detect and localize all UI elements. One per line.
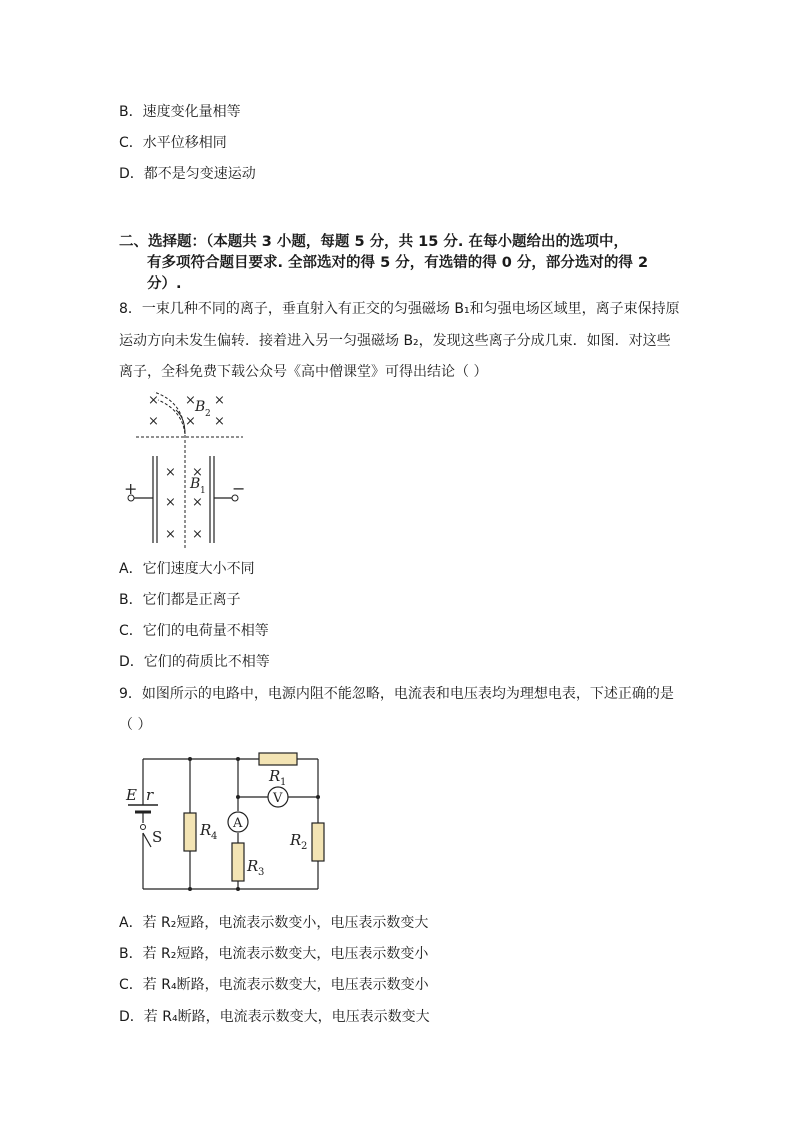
svg-text:×: × bbox=[185, 414, 196, 429]
r4-label: R bbox=[200, 821, 212, 839]
q8-option-b: B．它们都是正离子 bbox=[119, 592, 241, 608]
option-c-top: C．水平位移相同 bbox=[119, 135, 227, 151]
minus-sign: − bbox=[232, 479, 246, 498]
q8-option-c: C．它们的电荷量不相等 bbox=[119, 623, 269, 639]
option-b-top: B．速度变化量相等 bbox=[119, 104, 241, 120]
resistor-r1 bbox=[259, 753, 297, 765]
q9-option-d: D．若 R₄断路，电流表示数变大，电压表示数变大 bbox=[119, 1009, 430, 1025]
b2-field-crosses bbox=[148, 393, 225, 429]
svg-text:×: × bbox=[165, 495, 176, 510]
internal-resistance-label: r bbox=[146, 786, 154, 804]
resistor-r2 bbox=[312, 823, 324, 861]
svg-text:1: 1 bbox=[280, 777, 287, 788]
svg-text:×: × bbox=[148, 393, 159, 408]
r1-label: R bbox=[269, 767, 281, 785]
q8-stem-line3: 离子，全科免费下载公众号《高中僧课堂》可得出结论（ ） bbox=[119, 364, 488, 380]
section-heading-line3: 分）. bbox=[147, 276, 182, 292]
svg-text:A: A bbox=[233, 816, 243, 831]
svg-text:×: × bbox=[192, 527, 203, 542]
q8-option-a: A．它们速度大小不同 bbox=[119, 561, 255, 577]
svg-text:×: × bbox=[165, 527, 176, 542]
section-heading-line1: 二、选择题：（本题共 3 小题，每题 5 分，共 15 分. 在每小题给出的选项中， bbox=[119, 234, 628, 250]
resistor-r4 bbox=[184, 813, 196, 851]
r2-label: R bbox=[290, 831, 302, 849]
svg-text:×: × bbox=[192, 465, 203, 480]
resistor-r3 bbox=[232, 843, 244, 881]
q9-stem-line2: （ ） bbox=[119, 717, 152, 733]
q9-stem-line1: 9．如图所示的电路中，电源内阻不能忽略，电流表和电压表均为理想电表，下述正确的是 bbox=[119, 686, 674, 702]
q9-circuit bbox=[118, 745, 338, 895]
b1-subscript: 1 bbox=[200, 486, 206, 496]
svg-text:4: 4 bbox=[211, 831, 218, 842]
svg-text:×: × bbox=[192, 495, 203, 510]
option-d-top: D．都不是匀变速运动 bbox=[119, 166, 256, 182]
svg-text:×: × bbox=[214, 393, 225, 408]
emf-label: E bbox=[126, 786, 137, 804]
b2-label: B bbox=[195, 399, 206, 415]
switch-label: S bbox=[152, 828, 163, 846]
switch-contact bbox=[141, 825, 146, 830]
q9-option-c: C．若 R₄断路，电流表示数变大，电压表示数变小 bbox=[119, 977, 429, 993]
q8-stem-line1: 8．一束几种不同的离子，垂直射入有正交的匀强磁场 B₁和匀强电场区域里，离子束保持原 bbox=[119, 301, 680, 317]
plus-sign: + bbox=[124, 479, 138, 498]
q8-stem-line2: 运动方向未发生偏转．接着进入另一匀强磁场 B₂，发现这些离子分成几束．如图．对这些 bbox=[119, 333, 671, 349]
svg-text:×: × bbox=[148, 414, 159, 429]
b1-label: B bbox=[190, 476, 201, 492]
svg-text:×: × bbox=[165, 465, 176, 480]
svg-text:3: 3 bbox=[258, 867, 265, 878]
capacitor-plates bbox=[134, 456, 232, 543]
q9-option-b: B．若 R₂短路，电流表示数变大，电压表示数变小 bbox=[119, 946, 429, 962]
svg-text:2: 2 bbox=[301, 841, 308, 852]
svg-text:×: × bbox=[185, 393, 196, 408]
svg-text:×: × bbox=[214, 414, 225, 429]
battery bbox=[128, 805, 158, 812]
svg-text:V: V bbox=[273, 791, 283, 806]
r3-label: R bbox=[247, 857, 259, 875]
q8-option-d: D．它们的荷质比不相等 bbox=[119, 654, 270, 670]
q9-option-a: A．若 R₂短路，电流表示数变小，电压表示数变大 bbox=[119, 915, 429, 931]
section-heading-line2: 有多项符合题目要求. 全部选对的得 5 分，有选错的得 0 分，部分选对的得 2 bbox=[147, 255, 649, 271]
q8-figure bbox=[118, 388, 248, 548]
b2-subscript: 2 bbox=[205, 409, 211, 419]
